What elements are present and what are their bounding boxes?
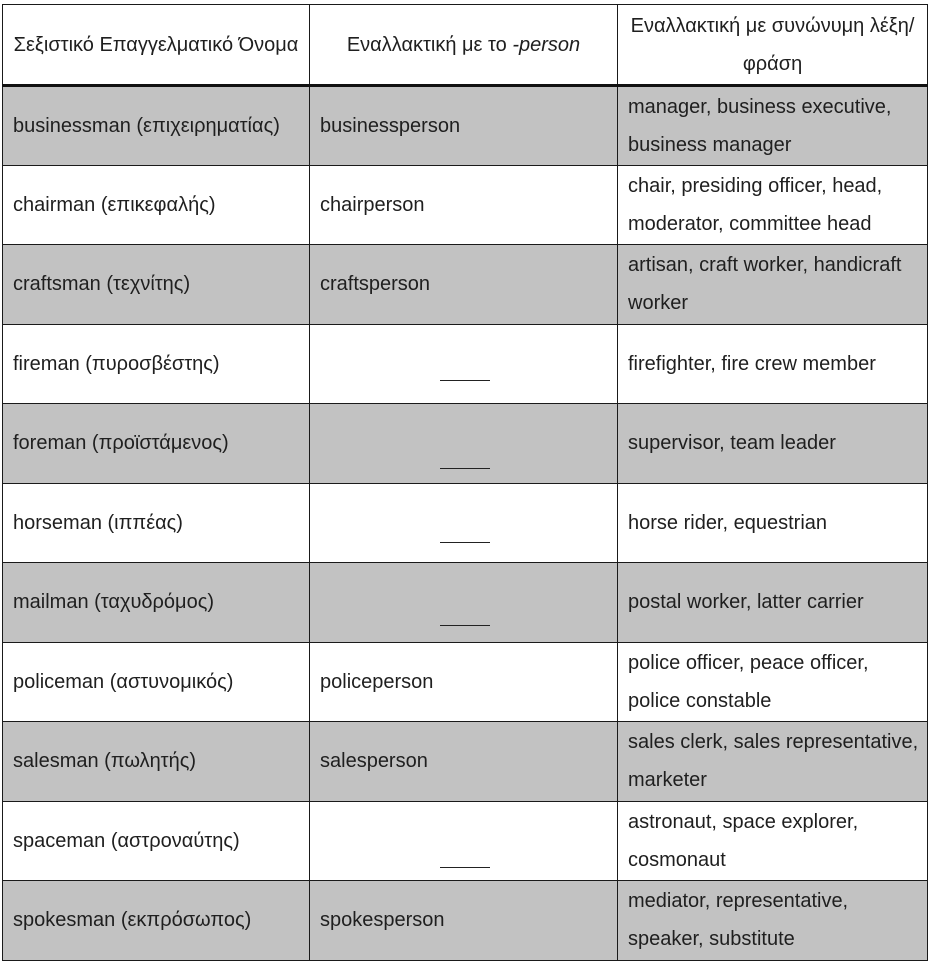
table-row (3, 722, 928, 802)
sexist-term-cell: salesman (πωλητής) (3, 722, 310, 802)
person-alternative-cell (310, 563, 618, 643)
synonym-alternative-cell: mediator, representative, speaker, substitute (618, 881, 928, 961)
table-body (3, 86, 928, 961)
sexist-term-cell: craftsman (τεχνίτης) (3, 245, 310, 325)
table-row (3, 881, 928, 961)
synonym-alternative-cell: firefighter, fire crew member (618, 324, 928, 404)
synonym-alternative-cell: horse rider, equestrian (618, 483, 928, 563)
header-person-prefix: Εναλλακτική με το (346, 33, 513, 56)
person-alternative-cell (310, 404, 618, 484)
blank-line (440, 380, 490, 381)
blank-line (440, 625, 490, 626)
sexist-term-cell: policeman (αστυνομικός) (3, 642, 310, 722)
synonym-alternative-cell: postal worker, latter carrier (618, 563, 928, 643)
person-alternative-cell: salesperson (310, 722, 618, 802)
table-container (2, 4, 927, 961)
person-alternative-cell: policeperson (310, 642, 618, 722)
header-sexist-name: Σεξιστικό Επαγγελματικό Όνομα (3, 5, 310, 86)
synonym-alternative-cell: astronaut, space explorer, cosmonaut (618, 801, 928, 881)
person-alternative-cell (310, 324, 618, 404)
synonym-alternative-cell: sales clerk, sales representative, marketer (618, 722, 928, 802)
synonym-alternative-cell: supervisor, team leader (618, 404, 928, 484)
synonym-alternative-cell: manager, business executive, business manager (618, 86, 928, 166)
sexist-term-cell: fireman (πυροσβέστης) (3, 324, 310, 404)
blank-line (440, 468, 490, 469)
sexist-term-cell: chairman (επικεφαλής) (3, 165, 310, 245)
person-alternative-cell: spokesperson (310, 881, 618, 961)
header-person-alternative (310, 5, 618, 86)
gender-neutral-terms-table (2, 4, 928, 961)
sexist-term-cell: spokesman (εκπρόσωπος) (3, 881, 310, 961)
synonym-alternative-cell: chair, presiding officer, head, moderator, committee head (618, 165, 928, 245)
blank-line (440, 542, 490, 543)
table-row (3, 86, 928, 166)
synonym-alternative-cell: police officer, peace officer, police constable (618, 642, 928, 722)
table-row (3, 165, 928, 245)
person-alternative-cell (310, 483, 618, 563)
sexist-term-cell: businessman (επιχειρηματίας) (3, 86, 310, 166)
table-row (3, 245, 928, 325)
table-row (3, 642, 928, 722)
sexist-term-cell: mailman (ταχυδρόμος) (3, 563, 310, 643)
table-row (3, 801, 928, 881)
table-header (3, 5, 928, 86)
table-row (3, 483, 928, 563)
sexist-term-cell: spaceman (αστροναύτης) (3, 801, 310, 881)
header-row (3, 5, 928, 86)
table-row (3, 404, 928, 484)
person-alternative-cell: chairperson (310, 165, 618, 245)
person-alternative-cell (310, 801, 618, 881)
blank-line (440, 867, 490, 868)
sexist-term-cell: horseman (ιππέας) (3, 483, 310, 563)
synonym-alternative-cell: artisan, craft worker, handicraft worker (618, 245, 928, 325)
header-person-suffix: -person (512, 33, 581, 56)
table-row (3, 324, 928, 404)
header-synonym-alternative: Εναλλακτική με συνώνυμη λέξη/φράση (618, 5, 928, 86)
table-row (3, 563, 928, 643)
person-alternative-cell: craftsperson (310, 245, 618, 325)
person-alternative-cell: businessperson (310, 86, 618, 166)
sexist-term-cell: foreman (προϊστάμενος) (3, 404, 310, 484)
